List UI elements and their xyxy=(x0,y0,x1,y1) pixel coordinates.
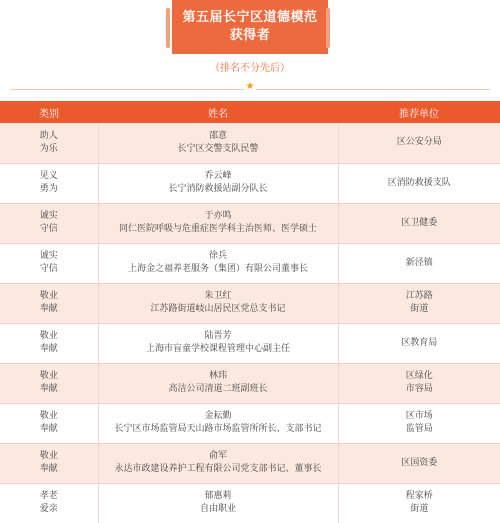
name-cell xyxy=(98,163,338,203)
category-text: 奉献 xyxy=(39,344,58,354)
unit-cell xyxy=(338,483,500,523)
category-text: 诚实 xyxy=(39,211,58,221)
table-row xyxy=(0,363,500,403)
table-row xyxy=(0,123,500,163)
person-title: 自由职业 xyxy=(199,504,236,514)
table-row xyxy=(0,403,500,443)
unit-cell xyxy=(338,283,500,323)
unit-text: 区国资委 xyxy=(401,457,438,468)
person-name: 于亦鸣 xyxy=(204,211,232,221)
person-title: 上海市盲童学校课程管理中心副主任 xyxy=(145,344,290,354)
table-row xyxy=(0,243,500,283)
name-cell xyxy=(98,243,338,283)
page-title-line1: 第五届长宁区道德模范 xyxy=(182,10,318,25)
table-row xyxy=(0,283,500,323)
unit-cell xyxy=(338,163,500,203)
name-cell xyxy=(98,123,338,163)
page-title-line2: 获得者 xyxy=(229,28,271,43)
unit-text: 市容局 xyxy=(405,384,433,394)
unit-cell xyxy=(338,363,500,403)
name-cell xyxy=(98,283,338,323)
category-text: 诚实 xyxy=(39,251,58,261)
category-text: 奉献 xyxy=(39,384,58,394)
category-cell xyxy=(0,363,98,403)
person-title: 江苏路街道岐山居民区党总支书记 xyxy=(150,304,286,314)
category-text: 敬业 xyxy=(39,371,58,381)
unit-text: 江苏路 xyxy=(405,291,433,301)
category-text: 敬业 xyxy=(39,411,58,421)
category-text: 守信 xyxy=(39,224,58,234)
category-cell xyxy=(0,283,98,323)
category-text: 守信 xyxy=(39,264,58,274)
category-cell xyxy=(0,443,98,483)
category-text: 敬业 xyxy=(39,291,58,301)
category-text: 爱亲 xyxy=(39,504,58,514)
name-cell xyxy=(98,363,338,403)
name-cell xyxy=(98,443,338,483)
category-cell xyxy=(0,123,98,163)
person-name: 郁惠莉 xyxy=(204,491,232,501)
person-title: 高洁公司清道二班副班长 xyxy=(168,384,268,394)
unit-cell xyxy=(338,403,500,443)
unit-text: 监管局 xyxy=(405,424,433,434)
table-header-row xyxy=(0,101,500,123)
unit-text: 街道 xyxy=(410,504,429,514)
category-text: 见义 xyxy=(39,171,58,181)
ranking-note: （排名不分先后） xyxy=(210,63,290,74)
name-cell xyxy=(98,323,338,363)
person-name: 乔云峰 xyxy=(204,171,232,181)
person-title: 同仁医院呼吸与危重症医学科主治医师、医学硕士 xyxy=(118,224,317,234)
unit-text: 区市场 xyxy=(405,411,433,421)
person-title: 长宁区市场监管局天山路市场监管所所长、支部书记 xyxy=(114,424,322,434)
category-cell xyxy=(0,163,98,203)
unit-text: 区公安分局 xyxy=(396,137,442,148)
winners-table xyxy=(0,101,500,523)
category-text: 为乐 xyxy=(39,143,58,154)
unit-text: 区卫健委 xyxy=(401,217,438,228)
person-name: 俞军 xyxy=(208,451,227,461)
divider xyxy=(0,81,500,94)
category-text: 助人 xyxy=(39,130,58,141)
table-row xyxy=(0,203,500,243)
unit-cell xyxy=(338,323,500,363)
category-text: 奉献 xyxy=(39,424,58,434)
person-name: 邵意 xyxy=(208,130,227,141)
person-title: 长宁区交警支队民警 xyxy=(177,143,259,154)
name-cell xyxy=(98,203,338,243)
person-title: 长宁消防救援站副分队长 xyxy=(168,184,268,194)
unit-text: 区绿化 xyxy=(405,371,433,381)
unit-text: 新泾镇 xyxy=(405,257,433,268)
category-text: 奉献 xyxy=(39,304,58,314)
unit-text: 街道 xyxy=(410,304,429,314)
unit-cell xyxy=(338,123,500,163)
person-name: 金耘勤 xyxy=(204,411,232,421)
unit-text: 程家桥 xyxy=(405,491,433,501)
name-cell xyxy=(98,483,338,523)
unit-cell xyxy=(338,243,500,283)
unit-text: 区教育局 xyxy=(401,337,438,348)
person-name: 徐兵 xyxy=(208,251,227,261)
unit-cell xyxy=(338,203,500,243)
person-name: 林玮 xyxy=(208,371,227,381)
table-row xyxy=(0,323,500,363)
category-cell xyxy=(0,243,98,283)
unit-cell xyxy=(338,443,500,483)
star-icon: ★ xyxy=(245,81,255,92)
category-cell xyxy=(0,483,98,523)
category-cell xyxy=(0,203,98,243)
title-banner xyxy=(172,0,328,54)
category-cell xyxy=(0,323,98,363)
category-text: 敬业 xyxy=(39,331,58,341)
table-row xyxy=(0,483,500,523)
person-title: 永达市政建设养护工程有限公司党支部书记、董事长 xyxy=(114,464,322,474)
banner-right-decoration xyxy=(326,0,332,54)
category-cell xyxy=(0,403,98,443)
person-title: 上海金之福养老服务（集团）有限公司董事长 xyxy=(127,264,308,274)
name-cell xyxy=(98,403,338,443)
table-row xyxy=(0,443,500,483)
table-row xyxy=(0,163,500,203)
category-text: 奉献 xyxy=(39,464,58,474)
person-name: 朱卫红 xyxy=(204,291,232,301)
column-header-category: 类别 xyxy=(0,101,98,123)
column-header-name: 姓名 xyxy=(98,101,338,123)
unit-text: 区消防救援支队 xyxy=(387,177,451,188)
column-header-unit: 推荐单位 xyxy=(338,101,500,123)
category-text: 勇为 xyxy=(39,184,58,194)
category-text: 敬业 xyxy=(39,451,58,461)
person-name: 陆晋芳 xyxy=(204,331,232,341)
category-text: 孝老 xyxy=(39,491,58,501)
header xyxy=(0,0,500,100)
